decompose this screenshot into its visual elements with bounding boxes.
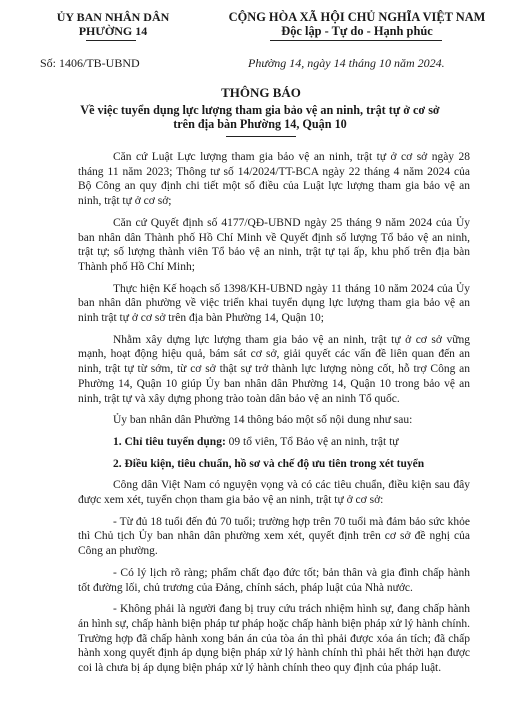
document-number: Số: 1406/TB-UBND — [40, 56, 140, 70]
subject-line-2: trên địa bàn Phường 14, Quận 10 — [173, 117, 347, 131]
agency-underline — [86, 40, 136, 41]
nation-line-1: CỘNG HÒA XÃ HỘI CHỦ NGHĨA VIỆT NAM — [228, 10, 486, 24]
national-motto — [222, 10, 492, 38]
criterion-criminal-record: - Không phải là người đang bị truy cứu trách nhiệm hình sự, đang chấp hành án hình sự, chấp hành biện pháp tư pháp hoặc chấp hành biện pháp xử lý hành chính. Trường hợp đã chấp hành xong bản án của tòa án thì phải được xóa án tích; đã chấp hành xong quyết định áp dụng biện pháp xử lý hành chính thì phải hết thời hạn được coi là chưa bị áp dụng biện pháp xử lý hành chính theo quy định của pháp luật. — [78, 603, 470, 675]
nation-line-2: Độc lập - Tự do - Hạnh phúc — [281, 24, 433, 38]
issuing-agency — [38, 10, 188, 38]
agency-line-2: PHƯỜNG 14 — [78, 24, 148, 38]
paragraph-legal-basis-1: Căn cứ Luật Lực lượng tham gia bảo vệ an ninh, trật tự ở cơ sở ngày 28 tháng 11 năm 2023; Thông tư số 14/2024/TT-BCA ngày 22 tháng 4 năm 2024 của Bộ Công an quy định chi tiết một số điều của Luật lực lượng tham gia bảo vệ an ninh, trật tự ở cơ sở; — [78, 151, 470, 208]
document-subject — [80, 103, 440, 131]
section-2-heading: 2. Điều kiện, tiêu chuẩn, hồ sơ và chế độ ưu tiên trong xét tuyển — [113, 457, 425, 470]
subject-line-1: Về việc tuyển dụng lực lượng tham gia bảo vệ an ninh, trật tự ở cơ sở — [80, 103, 440, 117]
paragraph-announcement: Ủy ban nhân dân Phường 14 thông báo một số nội dung như sau: — [113, 414, 413, 427]
criterion-age: - Từ đủ 18 tuổi đến đủ 70 tuổi; trường hợp trên 70 tuổi mà đảm bảo sức khỏe thì Chủ tịch Ủy ban nhân dân phường xem xét, quyết định trên cơ sở đề nghị của Công an phường. — [78, 515, 470, 558]
document-title: THÔNG BÁO — [221, 85, 301, 100]
document-body — [78, 150, 470, 676]
paragraph-eligibility: Công dân Việt Nam có nguyện vọng và có các tiêu chuẩn, điều kiện sau đây được xem xét, tuyển chọn tham gia bảo vệ an ninh, trật tự ở cơ sở: — [78, 479, 470, 507]
motto-underline — [270, 40, 442, 41]
section-1-quota — [78, 435, 470, 450]
section-1-label: 1. Chỉ tiêu tuyển dụng: — [113, 435, 226, 448]
agency-line-1: ỦY BAN NHÂN DÂN — [56, 10, 170, 24]
section-1-text: 09 tổ viên, Tổ Bảo vệ an ninh, trật tự — [225, 435, 399, 448]
document-date: Phường 14, ngày 14 tháng 10 năm 2024. — [248, 56, 445, 70]
paragraph-legal-basis-2: Căn cứ Quyết định số 4177/QĐ-UBND ngày 25 tháng 9 năm 2024 của Ủy ban nhân dân Thành phố Hồ Chí Minh về Quyết định số lượng Tổ bảo vệ an ninh, trật tự; số lượng thành viên Tổ bảo vệ an ninh, trật tự tại ấp, khu phố trên địa bàn Thành phố Hồ Chí Minh; — [78, 216, 470, 273]
paragraph-purpose: Nhằm xây dựng lực lượng tham gia bảo vệ an ninh, trật tự ở cơ sở vững mạnh, hoạt động hiệu quả, bám sát cơ sở, giải quyết các vấn đề liên quan đến an ninh, trật tự từ sớm, từ cơ sở thật sự trở thành lực lượng nòng cốt, hỗ trợ Công an Phường 14, Quận 10 giúp Ủy ban nhân dân Phường 14, Quận 10 trong bảo vệ an ninh, trật tự và xây dựng phong trào toàn dân bảo vệ an ninh Tổ quốc. — [78, 333, 470, 405]
title-underline — [226, 136, 296, 137]
paragraph-implementation: Thực hiện Kế hoạch số 1398/KH-UBND ngày 11 tháng 10 năm 2024 của Ủy ban nhân dân phường về việc triển khai tuyển dụng lực lượng tham gia bảo vệ an ninh trật tự ở cơ sở trên địa bàn Phường 14, Quận 10; — [78, 282, 470, 325]
criterion-background: - Có lý lịch rõ ràng; phẩm chất đạo đức tốt; bản thân và gia đình chấp hành tốt đường lối, chủ trương của Đảng, chính sách, pháp luật của Nhà nước. — [78, 566, 470, 594]
